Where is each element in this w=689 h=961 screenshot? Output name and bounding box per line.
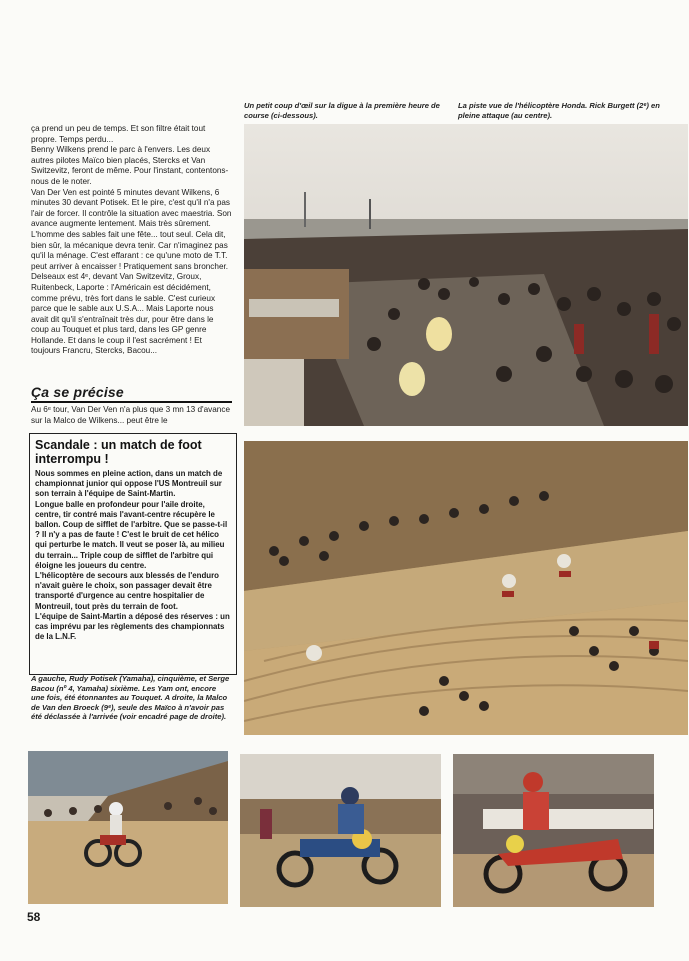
rider-bacou-photo [240, 754, 441, 907]
crowd-on-seawall-photo [244, 124, 688, 426]
sidebar-title: Scandale : un match de foot interrompu ! [35, 438, 202, 466]
article-body [31, 124, 232, 357]
article-paragraph: Delseaux est 4ᵉ, devant Van Switzevitz, Groux, Ruitenbeck, Laporte : l'Américain est décidément, comme prévu, très fort dans le sable. C'est curieux parce que le sable aux U.S.A... Mais Laporte nous avait dit qu'il s'entraînait très dur, pour être dans le coup au Touquet et plus tard, dans les GP genre Hollande. Et dans le coup il l'est sacrément ! Et toujours Francru, Stercks, Bacou... [31, 272, 216, 356]
caption-aerial-photo: La piste vue de l'hélicoptère Honda. Rick Burgett (2ᵉ) en pleine attaque (au centre). [458, 101, 660, 120]
article-subheading: Ça se précise [31, 384, 232, 403]
sidebar-paragraph: L'hélicoptère de secours aux blessés de l'enduro n'avait guère le choix, son passager devait être transporté d'urgence au centre hospitalier de Montreuil, tout près du terrain de foot. [35, 571, 219, 611]
sidebar-box [29, 433, 237, 675]
aerial-track-photo [244, 441, 688, 735]
sidebar-paragraph: Longue balle en profondeur pour l'aile droite, centre, tir contré mais l'avant-centre récupère le ballon. Coup de sifflet de l'arbitre. Que se passe-t-il ? Il n'y a pas de faute ! C'est le bruit de cet hélico qui perturbe le match. Il veut se poser là, au milieu du terrain... Triple coup de sifflet de l'arbitre qui éloigne les joueurs du centre. [35, 499, 228, 570]
article-paragraph: ça prend un peu de temps. Et son filtre était tout propre. Temps perdu... [31, 124, 206, 144]
sidebar-paragraph: L'équipe de Saint-Martin a déposé des réserves : un cas imprévu par les règlements des championnats de la L.N.F. [35, 611, 230, 642]
page-number: 58 [27, 910, 41, 924]
sidebar-paragraph: Nous sommes en pleine action, dans un match de championnat junior qui oppose l'US Montreuil sur son terrain à l'équipe de Saint-Martin. [35, 469, 223, 499]
rider-potisek-photo [28, 751, 228, 904]
caption-crowd-photo: Un petit coup d'œil sur la digue à la première heure de course (ci-dessous). [244, 101, 440, 120]
caption-rider-photos: A gauche, Rudy Potisek (Yamaha), cinquième, et Serge Bacou (nº 4, Yamaha) sixième. Les Yam ont, encore une fois, été étonnantes au Touquet. A droite, la Malco de Van den Broeck (9ᵉ), seule des Maïco à n'avoir pas été déclassée à l'arrivée (voir encadré page de droite). [31, 674, 230, 722]
article-continuation: Au 6ᵉ tour, Van Der Ven n'a plus que 3 mn 13 d'avance sur la Malco de Wilkens... peut être le [31, 405, 231, 425]
article-paragraph: Van Der Ven est pointé 5 minutes devant Wilkens, 6 minutes 30 devant Potisek. Et le pire, c'est qu'il n'a pas l'air de forcer. Il contrôle la situation avec maestria. Son avance augmente lentement. Mais très sûrement. L'homme des sables fait une fête... tout seul. Cela dit, bien sûr, la mécanique devra tenir. Car n'imaginez pas qu'il la ménage. C'est effarant : ce qu'une moto de T.T. peut arriver à encaisser ! Pratiquement sans broncher. [31, 187, 232, 271]
article-paragraph: Benny Wilkens prend le parc à l'envers. Les deux autres pilotes Maïco bien placés, Stercks et Van Switzevitz, feront de même. Pour l'instant, contentons-nous de le noter. [31, 145, 229, 186]
rider-van-den-broeck-photo [453, 754, 654, 907]
